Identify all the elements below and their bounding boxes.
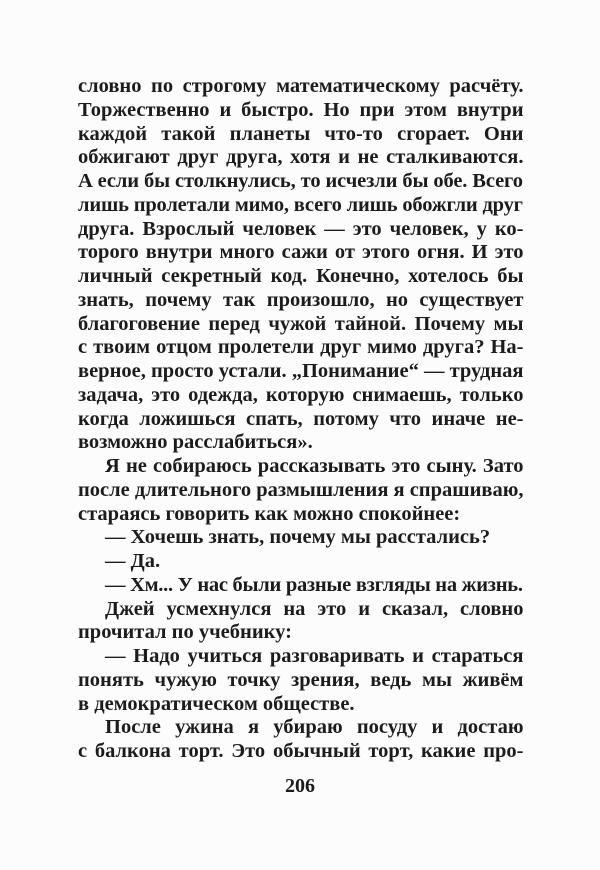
text-line: А если бы столкнулись, то исчезли бы обе. Всего bbox=[78, 170, 523, 192]
text-line: Я не собираюсь рассказывать это сыну. Зато bbox=[105, 455, 524, 477]
text-line: После ужина я убираю посуду и достаю bbox=[105, 716, 524, 739]
body-text bbox=[78, 75, 524, 764]
text-line: словно по строгому математическому расчёту. bbox=[78, 75, 524, 97]
page-number: 206 bbox=[285, 775, 315, 797]
text-line: прочитал по учебнику: bbox=[78, 621, 292, 644]
text-line: Джей усмехнулся на это и сказал, словно bbox=[105, 597, 524, 620]
text-line: верное, просто устали. „Понимание“ — трудная bbox=[78, 360, 524, 382]
text-line: Торжественно и быстро. Но при этом внутри bbox=[78, 98, 524, 121]
text-line: благоговение перед чужой тайной. Почему мы bbox=[78, 312, 524, 335]
text-line: когда ложишься спать, потому что иначе не- bbox=[78, 407, 524, 430]
text-line: в демократическом обществе. bbox=[78, 692, 355, 715]
text-line: возможно расслабиться». bbox=[78, 431, 313, 454]
text-line: знать, почему так произошло, но существует bbox=[78, 288, 524, 311]
text-line: после длительного размышления я спрашиваю, bbox=[78, 478, 524, 501]
text-line: каждой такой планеты что-то сгорает. Они bbox=[78, 122, 524, 145]
text-line: с балкона торт. Это обычный торт, какие про- bbox=[78, 740, 524, 762]
dialogue-line: — Хочешь знать, почему мы расстались? bbox=[105, 526, 491, 549]
text-line: задача, это одежда, которую снимаешь, только bbox=[78, 383, 524, 406]
text-line: понять чужую точку зрения, ведь мы живём bbox=[78, 668, 524, 691]
text-line: торого внутри много сажи от этого огня. И это bbox=[78, 241, 524, 264]
text-line: друга. Взрослый человек — это человек, у ко- bbox=[78, 217, 524, 240]
text-line: личный секретный код. Конечно, хотелось бы bbox=[78, 265, 524, 287]
dialogue-line: — Да. bbox=[105, 550, 161, 572]
dialogue-line: — Надо учиться разговаривать и стараться bbox=[105, 645, 524, 667]
text-line: с твоим отцом пролетели друг мимо друга? На- bbox=[78, 336, 524, 359]
text-line: лишь пролетали мимо, всего лишь обожгли друг bbox=[78, 193, 523, 216]
text-line: обжигают друг друга, хотя и не сталкиваются. bbox=[78, 146, 524, 169]
text-line: стараясь говорить как можно спокойнее: bbox=[78, 502, 461, 525]
dialogue-line: — Хм... У нас были разные взгляды на жизнь. bbox=[105, 573, 523, 596]
